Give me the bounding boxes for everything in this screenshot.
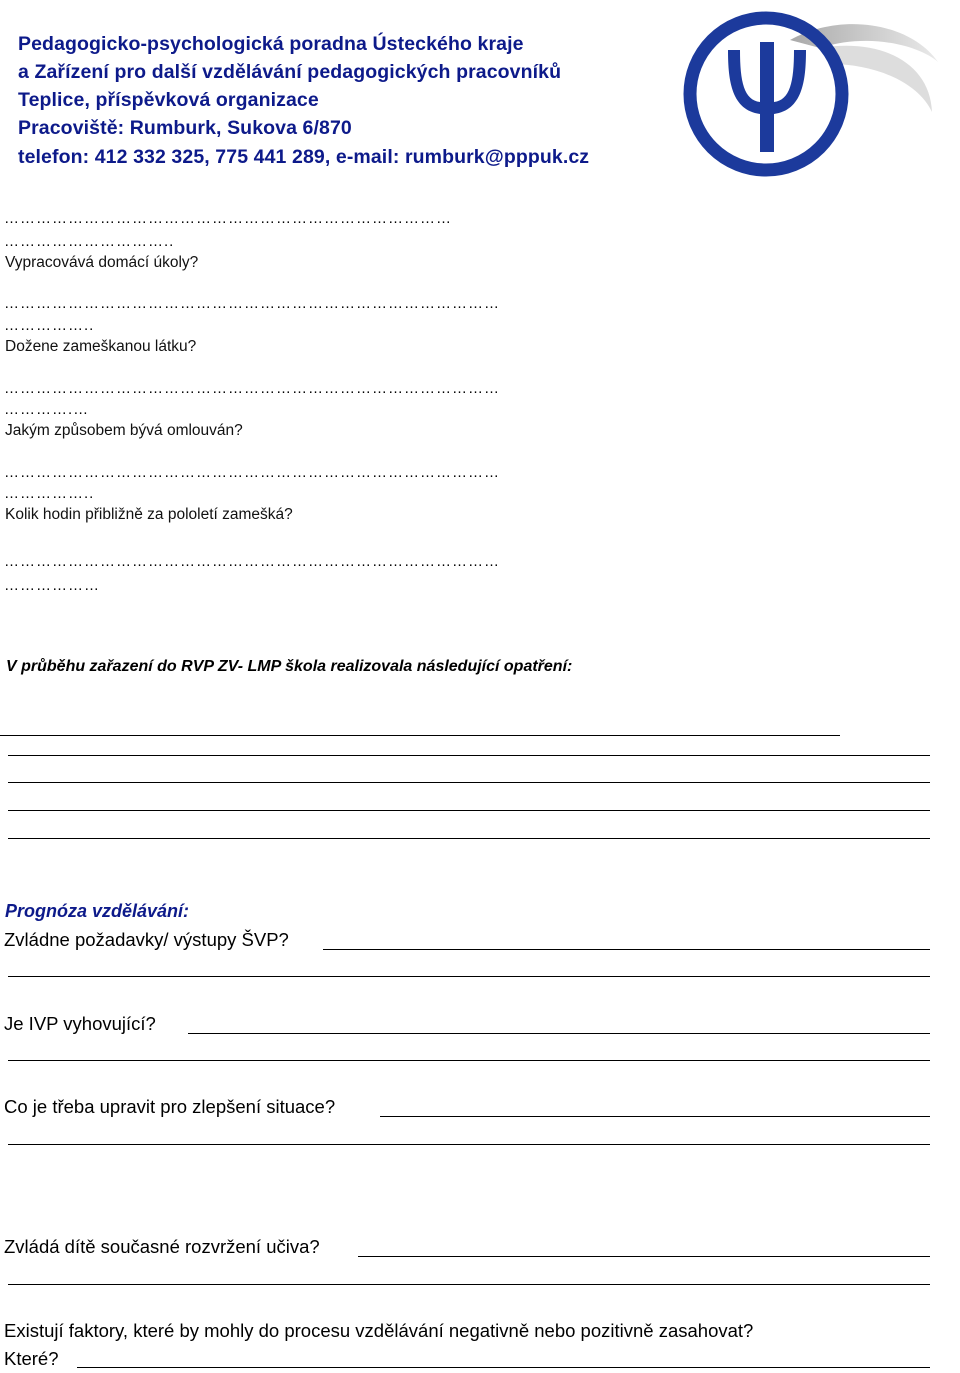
header-line-4: Pracoviště: Rumburk, Sukova 6/870: [18, 117, 352, 139]
answer-line[interactable]: [8, 838, 930, 839]
answer-line[interactable]: [8, 810, 930, 811]
answer-dots: …………………………………………………………………………………: [4, 295, 500, 312]
psi-logo: [670, 2, 950, 182]
answer-line[interactable]: [77, 1367, 930, 1368]
answer-line[interactable]: [0, 735, 840, 736]
answer-line[interactable]: [380, 1116, 930, 1117]
question-homework: Vypracovává domácí úkoly?: [5, 254, 199, 271]
prognosis-heading: Prognóza vzdělávání:: [5, 901, 190, 921]
answer-dots: …………………………………………………………………………………: [4, 553, 500, 570]
answer-dots: ………….…: [4, 401, 90, 418]
measures-heading: V průběhu zařazení do RVP ZV- LMP škola realizovala následující opatření:: [6, 658, 573, 675]
answer-dots: ……………..: [4, 317, 95, 334]
question-requirements: Zvládne požadavky/ výstupy ŠVP?: [4, 929, 289, 950]
answer-line[interactable]: [8, 1060, 930, 1061]
answer-line[interactable]: [8, 755, 930, 756]
answer-dots: ………………: [4, 577, 100, 594]
answer-dots: …………………………………………………………………………………: [4, 380, 500, 397]
answer-line[interactable]: [8, 976, 930, 977]
answer-line[interactable]: [188, 1033, 930, 1034]
answer-line[interactable]: [8, 1284, 930, 1285]
question-curriculum: Zvládá dítě současné rozvržení učiva?: [4, 1236, 320, 1257]
header-line-5: telefon: 412 332 325, 775 441 289, e-mail: rumburk@pppuk.cz: [18, 146, 590, 168]
answer-line[interactable]: [8, 1144, 930, 1145]
question-factors: Existují faktory, které by mohly do procesu vzdělávání negativně nebo pozitivně zasahovat?: [4, 1320, 754, 1341]
question-improvement: Co je třeba upravit pro zlepšení situace?: [4, 1096, 336, 1117]
header-line-1: Pedagogicko-psychologická poradna Ústeckého kraje: [18, 33, 524, 55]
answer-dots: …………………………..: [4, 233, 175, 250]
answer-line[interactable]: [8, 782, 930, 783]
header-line-2: a Zařízení pro další vzdělávání pedagogických pracovníků: [18, 61, 562, 83]
question-absence-hours: Kolik hodin přibližně za pololetí zamešká?: [5, 506, 293, 523]
question-ivp: Je IVP vyhovující?: [4, 1013, 156, 1034]
answer-line[interactable]: [323, 949, 930, 950]
question-excuse: Jakým způsobem bývá omlouván?: [5, 422, 243, 439]
answer-line[interactable]: [358, 1256, 930, 1257]
answer-dots: …………………………………………………………………………………: [4, 464, 500, 481]
question-which: Které?: [4, 1348, 59, 1369]
header-line-3: Teplice, příspěvková organizace: [18, 89, 319, 111]
question-missed-lessons: Dožene zameškanou látku?: [5, 338, 197, 355]
answer-dots: ……………..: [4, 485, 95, 502]
answer-dots: …………………………………………………………………………: [4, 210, 452, 227]
